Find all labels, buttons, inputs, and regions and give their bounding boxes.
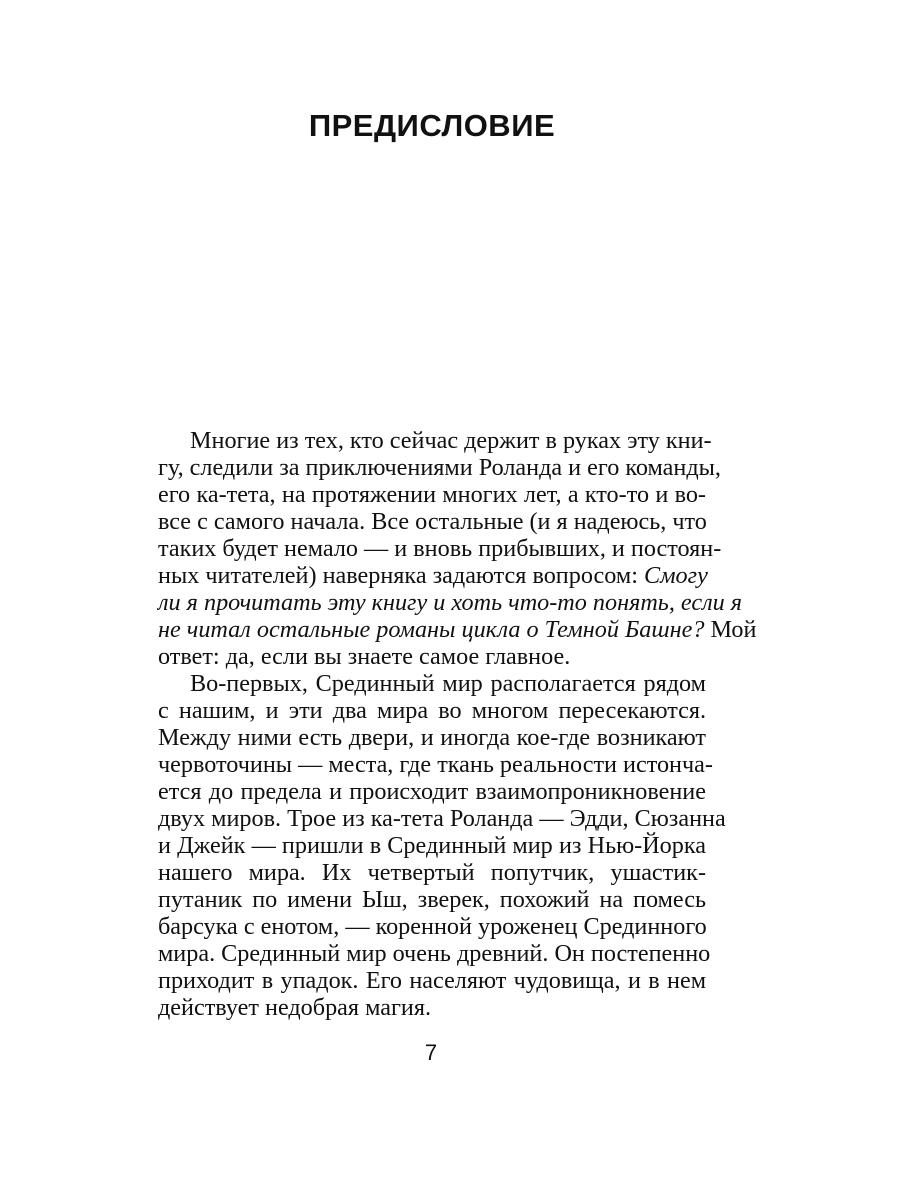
text-segment: действует недобрая магия. bbox=[158, 994, 431, 1021]
italic-text: Смогу bbox=[643, 562, 708, 589]
text-segment: ется до предела и происходит взаимопроникновение bbox=[158, 778, 706, 805]
text-line bbox=[158, 994, 706, 1021]
text-line bbox=[158, 697, 706, 724]
text-segment: ных читателей) наверняка задаются вопросом: bbox=[158, 562, 644, 589]
text-line bbox=[158, 535, 722, 562]
text-segment: двух миров. Трое из ка-тета Роланда — Эдди, Сюзанна bbox=[158, 805, 726, 832]
paragraph bbox=[158, 670, 726, 1021]
text-line bbox=[158, 832, 706, 859]
body-text bbox=[158, 427, 757, 1021]
text-line bbox=[158, 778, 706, 805]
text-segment: все с самого начала. Все остальные (и я надеюсь, что bbox=[158, 508, 707, 535]
text-line bbox=[158, 913, 706, 940]
text-segment: путаник по имени Ыш, зверек, похожий на помесь bbox=[158, 886, 706, 913]
text-line bbox=[158, 481, 706, 508]
text-line bbox=[158, 616, 757, 643]
text-line bbox=[158, 751, 713, 778]
text-segment: Многие из тех, кто сейчас держит в руках эту кни- bbox=[190, 427, 712, 454]
text-line bbox=[158, 724, 706, 751]
text-segment: его ка-тета, на протяжении многих лет, а кто-то и во- bbox=[158, 481, 706, 508]
text-line bbox=[158, 589, 742, 616]
text-line bbox=[158, 859, 706, 886]
text-line bbox=[158, 670, 706, 697]
paragraph bbox=[158, 427, 757, 670]
text-segment: мира. Срединный мир очень древний. Он постепенно bbox=[158, 940, 711, 967]
text-segment: с нашим, и эти два мира во многом пересекаются. bbox=[158, 697, 706, 724]
chapter-title: ПРЕДИСЛОВИЕ bbox=[308, 108, 556, 143]
text-segment: Мой bbox=[704, 616, 757, 643]
text-line bbox=[158, 886, 706, 913]
text-line bbox=[158, 967, 706, 994]
text-segment: Во-первых, Срединный мир располагается рядом bbox=[190, 670, 706, 697]
text-segment: ответ: да, если вы знаете самое главное. bbox=[158, 643, 571, 670]
page-number: 7 bbox=[424, 1040, 438, 1065]
text-segment: и Джейк — пришли в Срединный мир из Нью-Йорка bbox=[158, 832, 706, 859]
text-segment: нашего мира. Их четвертый попутчик, ушастик- bbox=[158, 859, 706, 886]
text-segment: червоточины — места, где ткань реальности истонча- bbox=[158, 751, 713, 778]
text-line bbox=[158, 643, 706, 670]
text-line bbox=[158, 508, 706, 535]
text-segment: Между ними есть двери, и иногда кое-где возникают bbox=[158, 724, 706, 751]
text-line bbox=[158, 940, 711, 967]
text-line bbox=[158, 562, 706, 589]
text-segment: гу, следили за приключениями Роланда и его команды, bbox=[158, 454, 721, 481]
italic-text: ли я прочитать эту книгу и хоть что-то понять, если я bbox=[158, 589, 742, 616]
text-line bbox=[158, 427, 712, 454]
text-segment: барсука с енотом, — коренной уроженец Срединного bbox=[158, 913, 707, 940]
text-segment: приходит в упадок. Его населяют чудовища, и в нем bbox=[158, 967, 706, 994]
text-segment: таких будет немало — и вновь прибывших, и постоян- bbox=[158, 535, 722, 562]
text-line bbox=[158, 454, 721, 481]
text-line bbox=[158, 805, 726, 832]
italic-text: не читал остальные романы цикла о Темной Башне? bbox=[158, 616, 705, 643]
